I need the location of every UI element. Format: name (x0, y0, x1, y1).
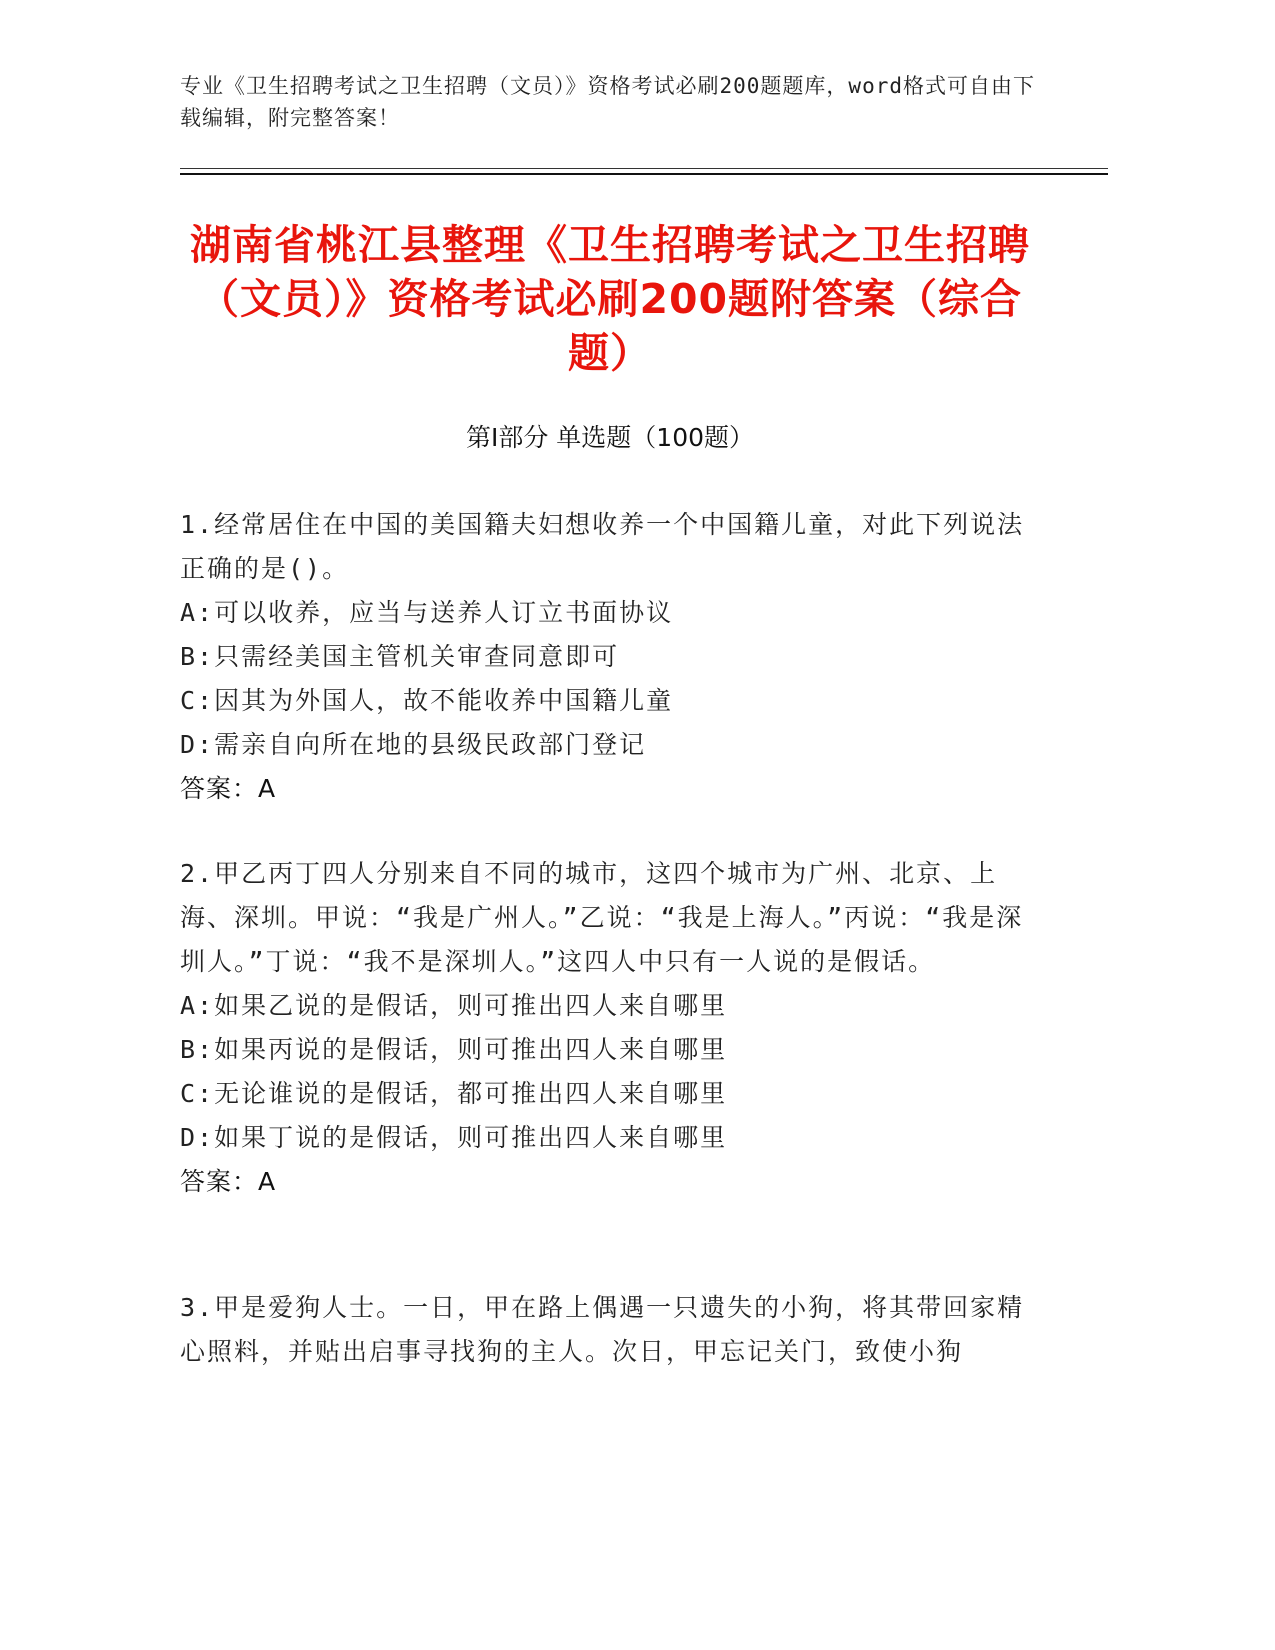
option-d: D:如果丁说的是假话，则可推出四人来自哪里 (180, 1123, 728, 1152)
option-d: D:需亲自向所在地的县级民政部门登记 (180, 730, 647, 759)
question-text: 2.甲乙丙丁四人分别来自不同的城市，这四个城市为广州、北京、上海、深圳。甲说：“我是广州人。”乙说：“我是上海人。”丙说：“我是深圳人。”丁说：“我不是深圳人。”这四人中只有一人说的是假话。 (180, 859, 1024, 976)
question-2 (180, 852, 1040, 1204)
answer-label: 答案：A (180, 1167, 277, 1196)
section-title: 第Ⅰ部分 单选题（100题） (465, 423, 755, 452)
option-c: C:因其为外国人，故不能收养中国籍儿童 (180, 686, 674, 715)
option-a: A:如果乙说的是假话，则可推出四人来自哪里 (180, 991, 728, 1020)
header-rule-thick (180, 173, 1108, 175)
option-c: C:无论谁说的是假话，都可推出四人来自哪里 (180, 1079, 728, 1108)
question-1 (180, 503, 1040, 811)
question-text: 1.经常居住在中国的美国籍夫妇想收养一个中国籍儿童，对此下列说法正确的是()。 (180, 510, 1025, 583)
header-note: 专业《卫生招聘考试之卫生招聘（文员）》资格考试必刷200题题库，word格式可自由下载编辑，附完整答案！ (180, 74, 1035, 130)
question-3 (180, 1286, 1040, 1374)
answer-label: 答案：A (180, 774, 277, 803)
header-rule-thin (180, 168, 1108, 169)
option-b: B:如果丙说的是假话，则可推出四人来自哪里 (180, 1035, 728, 1064)
document-title: 湖南省桃江县整理《卫生招聘考试之卫生招聘（文员）》资格考试必刷200题附答案（综合题） (190, 221, 1030, 377)
question-text: 3.甲是爱狗人士。一日，甲在路上偶遇一只遗失的小狗，将其带回家精心照料，并贴出启事寻找狗的主人。次日，甲忘记关门，致使小狗 (180, 1293, 1025, 1366)
option-a: A:可以收养，应当与送养人订立书面协议 (180, 598, 674, 627)
option-b: B:只需经美国主管机关审查同意即可 (180, 642, 620, 671)
